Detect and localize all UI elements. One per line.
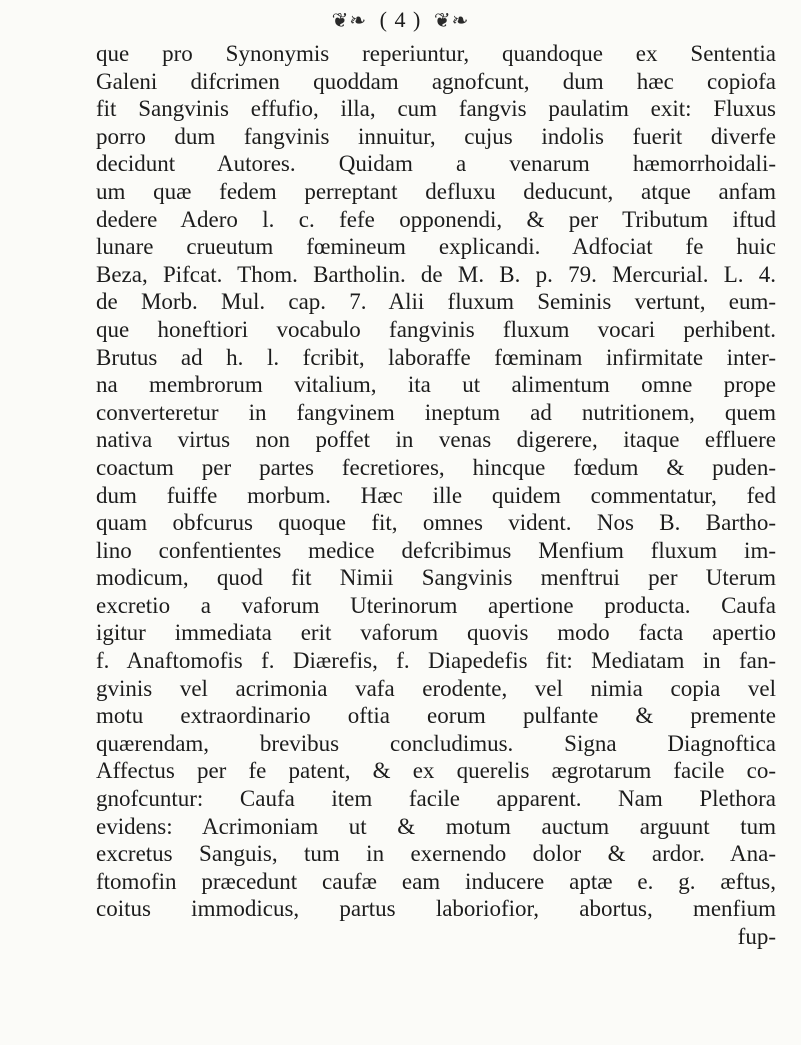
text-line: motu extraordinario oftia eorum pulfante & premente: [96, 703, 776, 729]
text-line: gnofcuntur: Caufa item facile apparent. Nam Plethora: [96, 786, 776, 812]
page-header: [0, 6, 801, 35]
text-line: um quæ fedem perreptant defluxu deducunt, atque anfam: [96, 178, 776, 204]
text-line: excretus Sanguis, tum in exernendo dolor & ardor. Ana-: [96, 841, 776, 867]
text-line: Beza, Pifcat. Thom. Bartholin. de M. B. p. 79. Mercurial. L. 4.: [96, 261, 776, 287]
text-line: nativa virtus non poffet in venas digerere, itaque effluere: [96, 427, 776, 453]
text-line: coactum per partes fecretiores, hincque fœdum & puden-: [96, 454, 776, 480]
text-line: evidens: Acrimoniam ut & motum auctum arguunt tum: [96, 813, 776, 839]
text-line: dum fuiffe morbum. Hæc ille quidem commentatur, fed: [96, 482, 776, 508]
text-line: modicum, quod fit Nimii Sangvinis menftrui per Uterum: [96, 565, 776, 591]
text-line: Brutus ad h. l. fcribit, laboraffe fœminam infirmitate inter-: [96, 344, 776, 370]
ornament-right-icon: ❦❧: [433, 10, 470, 32]
text-line: decidunt Autores. Quidam a venarum hæmorrhoidali-: [96, 151, 776, 177]
text-line: lunare crueutum fœmineum explicandi. Adfociat fe huic: [96, 234, 776, 260]
text-line: de Morb. Mul. cap. 7. Alii fluxum Seminis vertunt, eum-: [96, 289, 776, 315]
text-line: lino confentientes medice defcribimus Menfium fluxum im-: [96, 537, 776, 563]
text-line: porro dum fangvinis innuitur, cujus indolis fuerit diverfe: [96, 123, 776, 149]
text-line: ftomofin præcedunt caufæ eam inducere aptæ e. g. æftus,: [96, 868, 776, 894]
text-line: quærendam, brevibus concludimus. Signa Diagnoftica: [96, 730, 776, 756]
body-text: [96, 40, 776, 951]
text-line: fit Sangvinis effufio, illa, cum fangvis paulatim exit: Fluxus: [96, 96, 776, 122]
ornament-left-icon: ❦❧: [331, 10, 368, 32]
text-line: f. Anaftomofis f. Diærefis, f. Diapedefis fit: Mediatam in fan-: [96, 648, 776, 674]
text-line: Affectus per fe patent, & ex querelis ægrotarum facile co-: [96, 758, 776, 784]
text-line: que honeftiori vocabulo fangvinis fluxum vocari perhibent.: [96, 316, 776, 342]
text-line: gvinis vel acrimonia vafa erodente, vel nimia copia vel: [96, 675, 776, 701]
catchword: fup-: [737, 924, 776, 949]
text-line: quam obfcurus quoque fit, omnes vident. Nos B. Bartho-: [96, 510, 776, 536]
text-line: igitur immediata erit vaforum quovis modo facta apertio: [96, 620, 776, 646]
text-line: converteretur in fangvinem ineptum ad nutritionem, quem: [96, 399, 776, 425]
text-line: coitus immodicus, partus laboriofior, abortus, menfium: [96, 896, 776, 922]
text-line: dedere Adero l. c. fefe opponendi, & per Tributum iftud: [96, 206, 776, 232]
text-line: que pro Synonymis reperiuntur, quandoque ex Sententia: [96, 41, 776, 66]
text-line: Galeni difcrimen quoddam agnofcunt, dum hæc copiofa: [96, 68, 776, 94]
page-number: ( 4 ): [379, 7, 422, 32]
text-line: na membrorum vitalium, ita ut alimentum omne prope: [96, 372, 776, 398]
text-line: excretio a vaforum Uterinorum apertione producta. Caufa: [96, 592, 776, 618]
